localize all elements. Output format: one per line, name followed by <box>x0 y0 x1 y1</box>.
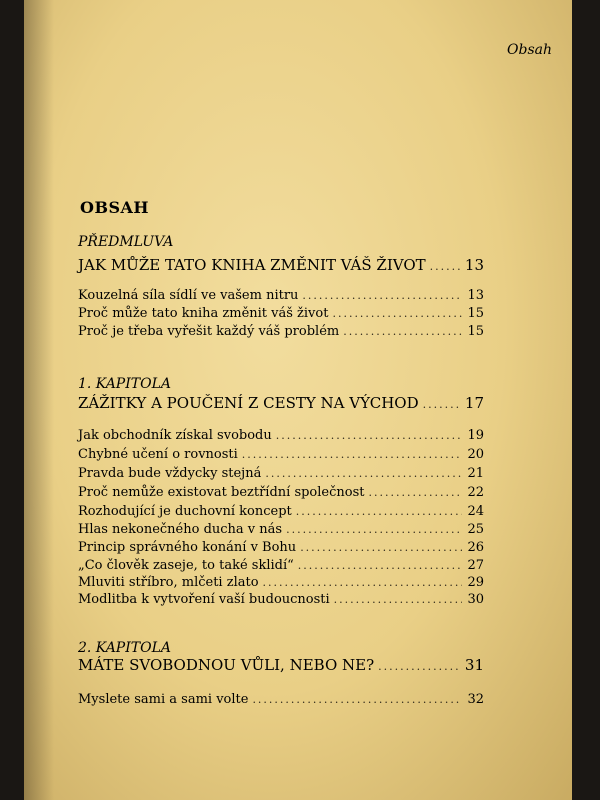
leader-dots <box>378 660 461 673</box>
toc-heading-label: JAK MŮŽE TATO KNIHA ZMĚNIT VÁŠ ŽIVOT <box>78 256 426 274</box>
leader-dots <box>334 593 462 606</box>
toc-page-number: 19 <box>467 428 484 443</box>
toc-entry-label: Modlitba k vytvoření vaší budoucnosti <box>78 592 330 607</box>
toc-page-number: 27 <box>467 558 484 573</box>
toc-entry-label: Proč je třeba vyřešit každý váš problém <box>78 324 340 339</box>
toc-entry-label: Pravda bude vždycky stejná <box>78 466 262 481</box>
toc-heading-preface <box>78 256 484 274</box>
toc-entry-label: Myslete sami a sami volte <box>78 692 249 707</box>
toc-page-number: 13 <box>464 256 484 274</box>
toc-page-number: 24 <box>467 504 484 519</box>
toc-entry-label: Hlas nekonečného ducha v nás <box>78 522 283 537</box>
toc-page-number: 29 <box>467 575 484 590</box>
toc-page-number: 26 <box>467 540 484 555</box>
leader-dots <box>302 289 462 302</box>
toc-entry <box>78 447 484 462</box>
toc-heading-label: MÁTE SVOBODNOU VŮLI, NEBO NE? <box>78 656 375 674</box>
toc-entry-label: Jak obchodník získal svobodu <box>78 428 272 443</box>
leader-dots <box>423 398 461 411</box>
leader-dots <box>369 486 463 499</box>
toc-entry <box>78 504 484 519</box>
toc-entry-label: Kouzelná síla sídlí ve vašem nitru <box>78 288 299 303</box>
toc-entry <box>78 592 484 607</box>
leader-dots <box>252 693 462 706</box>
toc-entry-label: Chybné učení o rovnosti <box>78 447 238 462</box>
toc-page-number: 25 <box>467 522 484 537</box>
section-kicker-chapter-1: 1. KAPITOLA <box>78 376 171 392</box>
toc-page-number: 32 <box>467 692 484 707</box>
leader-dots <box>343 325 462 338</box>
toc-heading-chapter-1 <box>78 394 484 412</box>
toc-page-number: 30 <box>467 592 484 607</box>
leader-dots <box>265 467 462 480</box>
toc-page-number: 20 <box>467 447 484 462</box>
toc-entry-label: Mluviti stříbro, mlčeti zlato <box>78 575 259 590</box>
toc-page-number: 17 <box>464 394 484 412</box>
section-kicker-chapter-2: 2. KAPITOLA <box>78 640 171 656</box>
toc-entry <box>78 428 484 443</box>
toc-entry <box>78 692 484 707</box>
leader-dots <box>300 541 462 554</box>
toc-page-number: 31 <box>464 656 484 674</box>
leader-dots <box>296 505 462 518</box>
toc-entry <box>78 324 484 339</box>
toc-entry <box>78 306 484 321</box>
section-kicker-preface: PŘEDMLUVA <box>78 234 174 250</box>
leader-dots <box>242 448 462 461</box>
toc-entry-label: Proč nemůže existovat beztřídní společnost <box>78 485 365 500</box>
leader-dots <box>286 523 462 536</box>
leader-dots <box>298 559 462 572</box>
toc-entry-label: „Co člověk zaseje, to také sklidí“ <box>78 558 294 573</box>
leader-dots <box>276 429 462 442</box>
toc-page-number: 15 <box>467 306 484 321</box>
toc-heading-label: ZÁŽITKY A POUČENÍ Z CESTY NA VÝCHOD <box>78 394 419 412</box>
toc-entry <box>78 522 484 537</box>
toc-entry <box>78 288 484 303</box>
toc-entry-label: Proč může tato kniha změnit váš život <box>78 306 329 321</box>
toc-entry <box>78 485 484 500</box>
toc-page-number: 15 <box>467 324 484 339</box>
toc-title: OBSAH <box>80 198 150 217</box>
toc-entry-label: Princip správného konání v Bohu <box>78 540 297 555</box>
toc-entry-label: Rozhodující je duchovní koncept <box>78 504 292 519</box>
toc-entry <box>78 575 484 590</box>
toc-entry <box>78 540 484 555</box>
toc-page-number: 22 <box>467 485 484 500</box>
leader-dots <box>332 307 462 320</box>
toc-page-number: 21 <box>467 466 484 481</box>
toc-heading-chapter-2 <box>78 656 484 674</box>
running-head: Obsah <box>507 42 552 58</box>
toc-entry <box>78 466 484 481</box>
leader-dots <box>263 576 462 589</box>
toc-entry <box>78 558 484 573</box>
gutter-shadow <box>24 0 54 800</box>
toc-page-number: 13 <box>467 288 484 303</box>
leader-dots <box>430 260 461 273</box>
